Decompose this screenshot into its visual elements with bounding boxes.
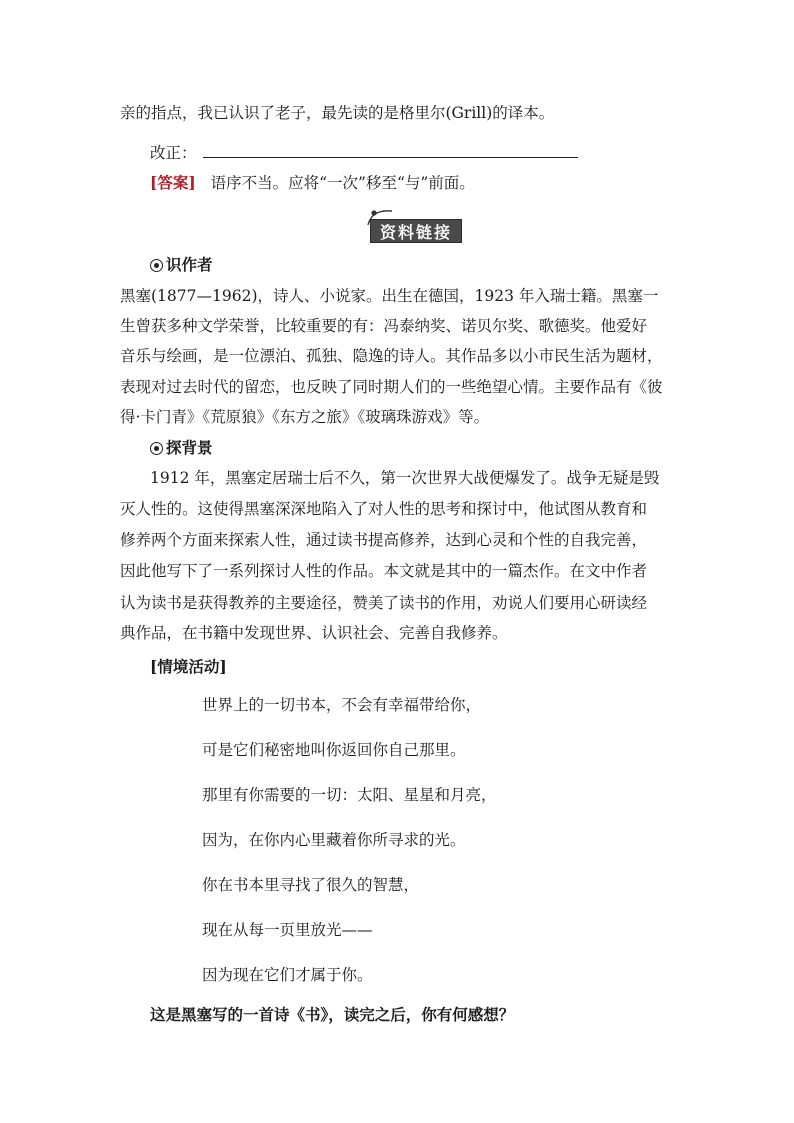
section-heading-author [150, 254, 213, 276]
poem-line: 因为现在它们才属于你。 [202, 966, 373, 984]
paragraph-line: 灭人性的。这使得黑塞深深地陷入了对人性的思考和探讨中，他试图从教育和 [120, 500, 648, 518]
poem-line: 因为，在你内心里藏着你所寻求的光。 [202, 831, 466, 849]
paragraph-line: 黑塞(1877—1962)，诗人、小说家。出生在德国，1923 年入瑞士籍。黑塞一 [120, 287, 659, 305]
activity-label: [情境活动] [150, 657, 227, 676]
correction-row [150, 142, 578, 164]
answer-tag: [答案] [150, 173, 196, 192]
section-heading-label: 识作者 [166, 255, 213, 274]
paragraph-line: 认为读书是获得教养的主要途径，赞美了读书的作用，劝说人们要用心研读经 [120, 594, 648, 612]
paragraph-line: 典作品，在书籍中发现世界、认识社会、完善自我修养。 [120, 624, 508, 642]
paragraph-line: 修养两个方面来探索人性，通过读书提高修养，达到心灵和个性的自我完善， [120, 531, 648, 549]
paragraph-line: 1912 年，黑塞定居瑞士后不久，第一次世界大战便爆发了。战争无疑是毁 [150, 469, 660, 487]
logo-text: 资料链接 [379, 222, 452, 242]
paragraph-line: 生曾获多种文学荣誉，比较重要的有：冯泰纳奖、诺贝尔奖、歌德奖。他爱好 [120, 317, 648, 335]
circle-bullet-icon [150, 259, 163, 272]
section-heading-label: 探背景 [166, 438, 213, 457]
section-heading-background [150, 437, 213, 459]
circle-bullet-icon [150, 442, 163, 455]
paragraph-line: 得·卡门青》《荒原狼》《东方之旅》《玻璃珠游戏》等。 [120, 408, 490, 426]
answer-text: 语序不当。应将“一次”移至“与”前面。 [210, 174, 475, 192]
answer-blank-line [203, 142, 578, 158]
logo-box [370, 219, 462, 243]
poem-line: 世界上的一切书本，不会有幸福带给你， [202, 696, 482, 714]
activity-question: 这是黑塞写的一首诗《书》，读完之后，你有何感想？ [150, 1005, 515, 1024]
poem-line: 现在从每一页里放光—— [202, 921, 373, 939]
poem-line: 那里有你需要的一切：太阳、星星和月亮， [202, 786, 497, 804]
paragraph-line: 表现对过去时代的留恋，也反映了同时期人们的一些绝望心情。主要作品有《彼 [120, 378, 663, 396]
resource-link-logo [362, 205, 462, 245]
poem-line: 可是它们秘密地叫你返回你自己那里。 [202, 741, 466, 759]
answer-row [150, 172, 475, 194]
correction-label: 改正： [150, 144, 197, 162]
paragraph-line: 亲的指点，我已认识了老子，最先读的是格里尔(Grill)的译本。 [120, 104, 555, 122]
paragraph-line: 因此他写下了一系列探讨人性的作品。本文就是其中的一篇杰作。在文中作者 [120, 562, 648, 580]
paragraph-line: 音乐与绘画，是一位漂泊、孤独、隐逸的诗人。其作品多以小市民生活为题材， [120, 347, 663, 365]
poem-line: 你在书本里寻找了很久的智慧， [202, 876, 420, 894]
